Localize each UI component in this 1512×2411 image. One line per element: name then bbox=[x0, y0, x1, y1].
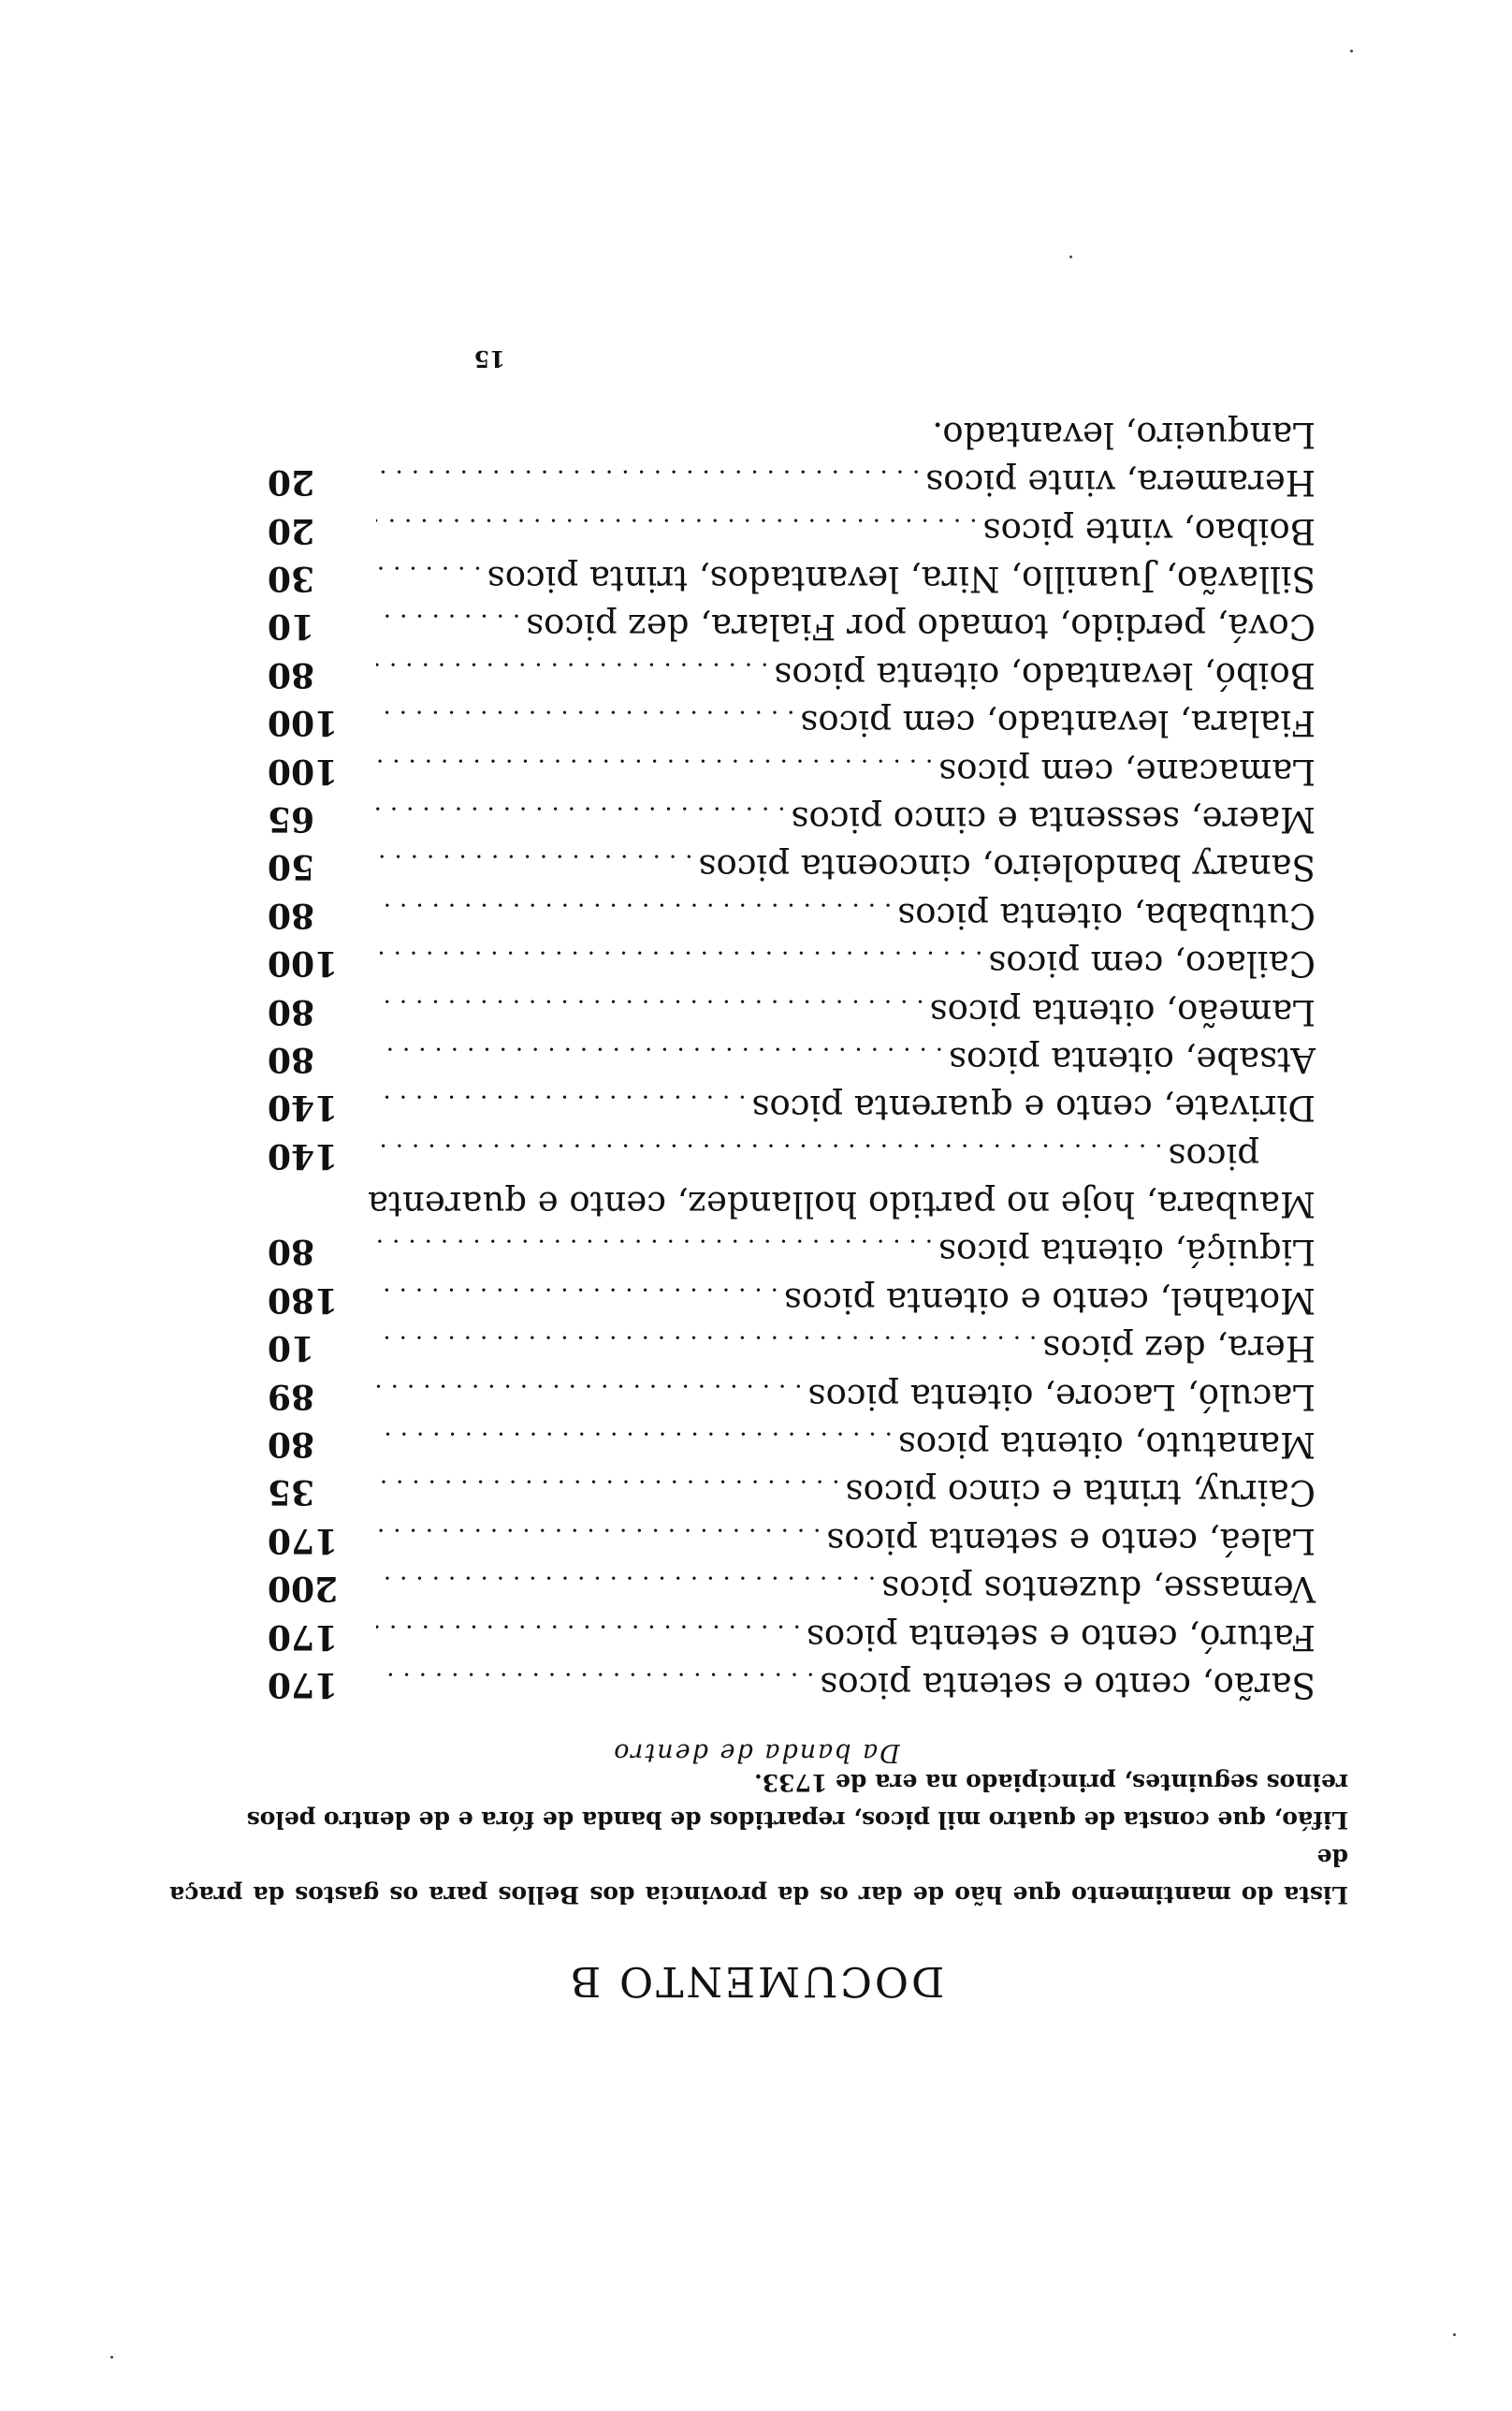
list-item bbox=[268, 891, 1316, 939]
intro-paragraph bbox=[169, 1763, 1348, 1913]
entry-name: Manatuto, oitenta picos bbox=[897, 1425, 1316, 1466]
entry-value: 80 bbox=[268, 654, 315, 694]
list-item bbox=[268, 1421, 1316, 1469]
entry-name: Lamacane, cem picos bbox=[938, 751, 1316, 792]
entry-value: 10 bbox=[268, 1328, 315, 1368]
entry-value: 170 bbox=[268, 1616, 339, 1657]
list-item bbox=[268, 1613, 1316, 1660]
dot-leader bbox=[376, 1416, 893, 1464]
dot-leader bbox=[376, 502, 978, 549]
dot-leader bbox=[376, 1512, 821, 1559]
entry-name: picos bbox=[1168, 1135, 1259, 1176]
entry-name: Maere, sessenta e cinco picos bbox=[791, 798, 1316, 840]
list-item bbox=[268, 1516, 1316, 1564]
entry-name: Hera, dez picos bbox=[1042, 1328, 1316, 1369]
entry-list bbox=[268, 410, 1316, 1709]
entry-name: Sanary bandoleiro, cincoenta picos bbox=[698, 847, 1316, 888]
entry-name: Cutubaba, oitenta picos bbox=[897, 895, 1316, 936]
list-item bbox=[268, 1228, 1316, 1276]
entry-name: Vemasse, duzentos picos bbox=[881, 1569, 1316, 1610]
list-item bbox=[268, 940, 1316, 987]
list-item bbox=[268, 843, 1316, 891]
intro-line-2: Lifáo, que consta de quatro mil picos, repartidos de banda de fóra e de dentro pelos bbox=[246, 1806, 1348, 1834]
entry-value: 89 bbox=[268, 1376, 315, 1416]
entry-value: 65 bbox=[268, 798, 315, 839]
list-item bbox=[268, 410, 1316, 458]
document-title: DOCUMENTO B bbox=[567, 1957, 945, 2005]
entry-value: 20 bbox=[268, 462, 315, 503]
dot-leader bbox=[376, 646, 768, 694]
entry-value: 80 bbox=[268, 1039, 315, 1079]
entry-name: Cairuy, trinta e cinco picos bbox=[845, 1472, 1316, 1513]
dot-leader bbox=[376, 1127, 1162, 1175]
entry-value: 140 bbox=[268, 1135, 339, 1176]
list-item bbox=[268, 1036, 1316, 1084]
entry-value: 30 bbox=[268, 559, 315, 599]
entry-name: Cová, perdido, tomado por Fialara, dez picos bbox=[526, 606, 1316, 648]
entry-name: Lanqueiro, levantado. bbox=[932, 414, 1316, 455]
entry-name: Laculó, Lacore, oitenta picos bbox=[807, 1376, 1316, 1417]
page-number: 15 bbox=[473, 345, 505, 373]
entry-name: Sarão, cento e setenta picos bbox=[820, 1665, 1316, 1705]
dot-leader bbox=[376, 1271, 778, 1319]
dot-leader bbox=[376, 1031, 943, 1079]
entry-name: Boibao, vinte picos bbox=[982, 510, 1316, 551]
section-subheading: Da banda de dentro bbox=[612, 1738, 900, 1767]
entry-name: Fialara, levantado, cem picos bbox=[800, 703, 1316, 744]
entry-name: Sillavão, Juanillo, Nira, levantados, trinta picos bbox=[487, 559, 1316, 600]
entry-name: Boibó, levantado, oitenta picos bbox=[774, 654, 1316, 695]
entry-value: 80 bbox=[268, 991, 315, 1031]
dot-leader bbox=[376, 839, 692, 886]
dot-leader bbox=[376, 1367, 803, 1415]
list-item bbox=[268, 1132, 1316, 1179]
dot-leader bbox=[376, 598, 520, 646]
entry-value: 180 bbox=[268, 1279, 339, 1320]
entry-name: Laleá, cento e setenta picos bbox=[826, 1520, 1316, 1561]
entry-value: 50 bbox=[268, 847, 315, 887]
entry-name: Dirivate, cento e quarenta picos bbox=[751, 1088, 1316, 1129]
entry-value: 35 bbox=[268, 1472, 315, 1512]
list-item bbox=[268, 1469, 1316, 1516]
entry-name: Heramera, vinte picos bbox=[925, 462, 1316, 504]
intro-line-1: Lista do mantimento que hão de dar os da provincia dos Bellos para os gastos da praça de bbox=[169, 1844, 1348, 1908]
scan-speck bbox=[1350, 50, 1353, 52]
entry-name: Faturó, cento e setenta picos bbox=[806, 1616, 1316, 1658]
dot-leader bbox=[376, 791, 785, 839]
entry-value: 100 bbox=[268, 943, 339, 984]
entry-name: Cailaco, cem picos bbox=[988, 943, 1316, 985]
entry-value: 80 bbox=[268, 1425, 315, 1465]
list-item bbox=[268, 1565, 1316, 1613]
dot-leader bbox=[376, 1079, 747, 1127]
dot-leader bbox=[376, 935, 982, 983]
entry-value: 140 bbox=[268, 1088, 339, 1128]
entry-name: Maubara, hoje no partido hollandez, cento e quarenta bbox=[368, 1184, 1316, 1225]
dot-leader bbox=[376, 983, 924, 1030]
list-item bbox=[268, 1084, 1316, 1132]
entry-value: 100 bbox=[268, 751, 339, 791]
list-item bbox=[268, 1276, 1316, 1323]
scan-speck bbox=[110, 2356, 113, 2359]
list-item bbox=[268, 699, 1316, 747]
scan-speck bbox=[1069, 256, 1072, 258]
dot-leader bbox=[376, 1320, 1037, 1367]
entry-name: Lameão, oitenta picos bbox=[929, 991, 1316, 1032]
dot-leader bbox=[376, 1608, 801, 1656]
entry-value: 170 bbox=[268, 1520, 339, 1560]
list-item bbox=[268, 747, 1316, 795]
list-item bbox=[268, 1661, 1316, 1709]
entry-name: Atsabe, oitenta picos bbox=[949, 1039, 1316, 1080]
list-item bbox=[268, 555, 1316, 603]
dot-leader bbox=[376, 742, 933, 790]
dot-leader bbox=[376, 886, 892, 934]
entry-value: 10 bbox=[268, 606, 315, 647]
dot-leader bbox=[376, 1657, 814, 1704]
entry-value: 170 bbox=[268, 1665, 339, 1704]
dot-leader bbox=[376, 694, 794, 742]
entry-value: 80 bbox=[268, 895, 315, 935]
list-item bbox=[268, 459, 1316, 506]
intro-line-3: reinos seguintes, principiado na era de 1733. bbox=[754, 1769, 1348, 1796]
entry-value: 200 bbox=[268, 1569, 339, 1609]
entry-value: 100 bbox=[268, 703, 339, 743]
entry-value: 80 bbox=[268, 1232, 315, 1272]
list-item bbox=[268, 796, 1316, 843]
entry-name: Motahel, cento e oitenta picos bbox=[783, 1279, 1316, 1321]
dot-leader bbox=[376, 1464, 840, 1512]
list-item bbox=[268, 506, 1316, 554]
scan-speck bbox=[1453, 2333, 1456, 2336]
list-item bbox=[268, 1372, 1316, 1420]
dot-leader bbox=[376, 550, 482, 598]
entry-value: 20 bbox=[268, 510, 315, 550]
entry-name: Liquiçá, oitenta picos bbox=[938, 1232, 1316, 1273]
list-item bbox=[268, 650, 1316, 698]
dot-leader bbox=[376, 1223, 933, 1271]
dot-leader bbox=[376, 1560, 876, 1608]
dot-leader bbox=[376, 454, 920, 502]
list-item bbox=[268, 1180, 1316, 1228]
list-item bbox=[268, 603, 1316, 650]
list-item bbox=[268, 1324, 1316, 1372]
list-item bbox=[268, 987, 1316, 1035]
